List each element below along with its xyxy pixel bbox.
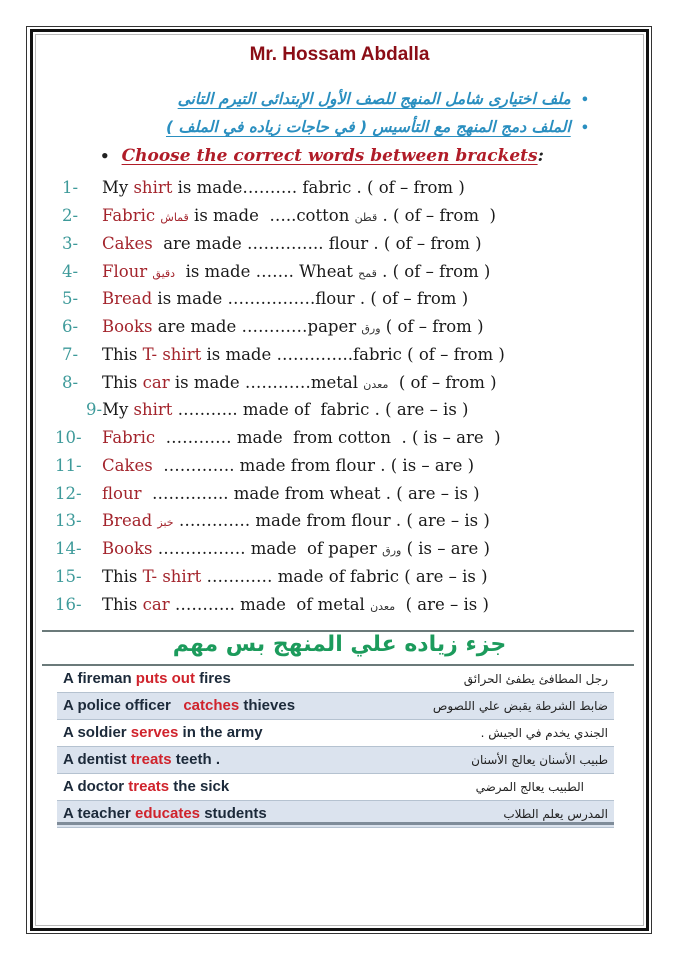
question-text: is made………. fabric . ( of – from ) xyxy=(172,178,465,197)
question-item xyxy=(62,202,496,230)
question-item xyxy=(55,480,480,508)
question-text: ………….. made from wheat . ( are – is ) xyxy=(141,484,480,503)
arabic-translation: الجندي يخدم في الجيش . xyxy=(480,726,608,740)
question-number: 11- xyxy=(55,456,82,475)
question-item xyxy=(62,258,490,286)
verb-highlight: treats xyxy=(128,778,170,795)
arabic-gloss: معدن xyxy=(363,378,389,391)
sentence-text: teeth . xyxy=(171,751,220,768)
arabic-gloss: دقيق xyxy=(152,267,176,280)
english-sentence xyxy=(63,774,229,800)
english-sentence xyxy=(63,666,231,692)
keyword: Fabric xyxy=(102,206,161,225)
keyword: flour xyxy=(102,484,142,503)
bullet-icon: • xyxy=(580,121,589,136)
question-text: ( is – are ) xyxy=(401,539,490,558)
question-number: 14- xyxy=(55,539,82,558)
question-item xyxy=(62,285,468,313)
arabic-gloss: خبز xyxy=(157,516,174,529)
question-item xyxy=(55,591,489,619)
sentence-text: A doctor xyxy=(63,778,129,795)
verb-highlight: educates xyxy=(134,805,201,822)
question-text: is made …………….flour . ( of – from ) xyxy=(152,289,469,308)
keyword: Cakes xyxy=(102,234,153,253)
arabic-gloss: قطن xyxy=(354,211,378,224)
question-number: 2- xyxy=(62,206,79,225)
question-number: 15- xyxy=(55,567,82,586)
question-text: This xyxy=(102,595,143,614)
question-item xyxy=(62,230,482,258)
table-row xyxy=(57,666,614,693)
question-text: ……….. made of fabric . ( are – is ) xyxy=(172,400,469,419)
question-text: ………… made of fabric ( are – is ) xyxy=(201,567,488,586)
table-row xyxy=(57,693,614,720)
sentence-text: A dentist xyxy=(63,751,131,768)
question-text: This xyxy=(102,373,143,392)
sentence-text: thieves xyxy=(239,697,296,714)
keyword: car xyxy=(142,595,170,614)
question-text: . ( of – from ) xyxy=(377,206,496,225)
arabic-translation: طبيب الأسنان يعالج الأسنان xyxy=(471,753,608,767)
arabic-gloss: معدن xyxy=(370,600,396,613)
question-text: My xyxy=(102,400,134,419)
question-text: is made …..cotton xyxy=(188,206,355,225)
sentence-text: A police officer xyxy=(63,697,184,714)
arabic-gloss: قماش xyxy=(160,211,189,224)
table-row xyxy=(57,774,614,801)
occupations-table xyxy=(57,666,614,828)
question-text: are made ………….. flour . ( of – from ) xyxy=(152,234,482,253)
question-number: 5- xyxy=(62,289,79,308)
sentence-text: students xyxy=(200,805,267,822)
question-text: ( of – from ) xyxy=(380,317,484,336)
arabic-subtitle-text: الملف دمج المنهج مع التأسيس ( في حاجات زياده في الملف ) xyxy=(165,118,571,136)
question-item xyxy=(86,396,469,424)
question-number: 16- xyxy=(55,595,82,614)
keyword: Fabric xyxy=(102,428,156,447)
question-text: is made …………..fabric ( of – from ) xyxy=(201,345,505,364)
keyword: Cakes xyxy=(102,456,153,475)
question-text: …………. made from flour . ( is – are ) xyxy=(152,456,475,475)
question-text: …………. made from flour . ( are – is ) xyxy=(173,511,490,530)
question-item xyxy=(62,369,497,397)
keyword: shirt xyxy=(133,400,173,419)
arabic-subtitle-2 xyxy=(166,118,589,136)
bullet-icon: • xyxy=(100,147,110,165)
question-item xyxy=(62,174,465,202)
verb-highlight: treats xyxy=(130,751,172,768)
keyword: Books xyxy=(102,317,153,336)
question-text: This xyxy=(102,345,143,364)
question-text: is made …………metal xyxy=(169,373,364,392)
keyword: T- shirt xyxy=(142,345,202,364)
keyword: Bread xyxy=(102,289,153,308)
question-number: 7- xyxy=(62,345,79,364)
english-sentence xyxy=(63,747,220,773)
question-item xyxy=(55,563,488,591)
question-number: 3- xyxy=(62,234,79,253)
arabic-translation: الطبيب يعالج المرضي xyxy=(475,780,584,794)
question-text: This xyxy=(102,567,143,586)
question-text: ( are – is ) xyxy=(395,595,489,614)
keyword: car xyxy=(142,373,170,392)
question-item xyxy=(55,535,490,563)
question-item xyxy=(62,313,484,341)
question-number: 9- xyxy=(86,400,103,419)
question-number: 10- xyxy=(55,428,82,447)
sentence-text: A fireman xyxy=(63,670,136,687)
arabic-gloss: ورق xyxy=(382,544,402,557)
english-sentence xyxy=(63,720,263,746)
arabic-translation: المدرس يعلم الطلاب xyxy=(503,807,608,821)
question-text: is made ……. Wheat xyxy=(175,262,359,281)
table-row xyxy=(57,720,614,747)
arabic-translation: رجل المطافئ يطفئ الحرائق xyxy=(463,672,608,686)
keyword: shirt xyxy=(133,178,173,197)
arabic-translation: ضابط الشرطة يقبض علي اللصوص xyxy=(432,699,608,713)
question-text: ……………. made of paper xyxy=(152,539,383,558)
table-bottom-rule xyxy=(57,822,614,825)
question-number: 6- xyxy=(62,317,79,336)
question-item xyxy=(62,341,505,369)
author-title: Mr. Hossam Abdalla xyxy=(249,44,430,65)
keyword: Bread xyxy=(102,511,158,530)
instruction-heading xyxy=(100,146,544,166)
instruction-text: Choose the correct words between brackets xyxy=(121,146,538,166)
arabic-gloss: ورق xyxy=(361,322,381,335)
english-sentence xyxy=(63,693,295,719)
arabic-gloss: قمح xyxy=(358,267,377,280)
sentence-text: A teacher xyxy=(63,805,135,822)
arabic-subtitle-text: ملف اختيارى شامل المنهج للصف الأول الإبتدائى التيرم التانى xyxy=(177,90,571,108)
extra-section-heading: جزء زياده علي المنهج بس مهم xyxy=(172,632,507,657)
question-number: 8- xyxy=(62,373,79,392)
sentence-text: A soldier xyxy=(63,724,131,741)
verb-highlight: catches xyxy=(183,697,240,714)
question-number: 12- xyxy=(55,484,82,503)
table-row xyxy=(57,747,614,774)
question-number: 4- xyxy=(62,262,79,281)
question-text: ( of – from ) xyxy=(388,373,497,392)
question-item xyxy=(55,507,490,535)
question-text: ……….. made of metal xyxy=(169,595,371,614)
question-item xyxy=(55,452,474,480)
question-item xyxy=(55,424,501,452)
question-number: 13- xyxy=(55,511,82,530)
verb-highlight: puts out xyxy=(135,670,195,687)
question-number: 1- xyxy=(62,178,79,197)
question-text: are made …………paper xyxy=(152,317,362,336)
sentence-text: the sick xyxy=(169,778,230,795)
sentence-text: in the army xyxy=(178,724,263,741)
question-text: My xyxy=(102,178,134,197)
arabic-subtitle-1 xyxy=(178,90,589,108)
keyword: T- shirt xyxy=(142,567,202,586)
instruction-colon: : xyxy=(537,146,544,166)
question-text: . ( of – from ) xyxy=(376,262,491,281)
bullet-icon: • xyxy=(580,93,589,108)
verb-highlight: serves xyxy=(130,724,179,741)
keyword: Flour xyxy=(102,262,153,281)
sentence-text: fires xyxy=(194,670,231,687)
keyword: Books xyxy=(102,539,153,558)
question-text: ………… made from cotton . ( is – are ) xyxy=(155,428,501,447)
